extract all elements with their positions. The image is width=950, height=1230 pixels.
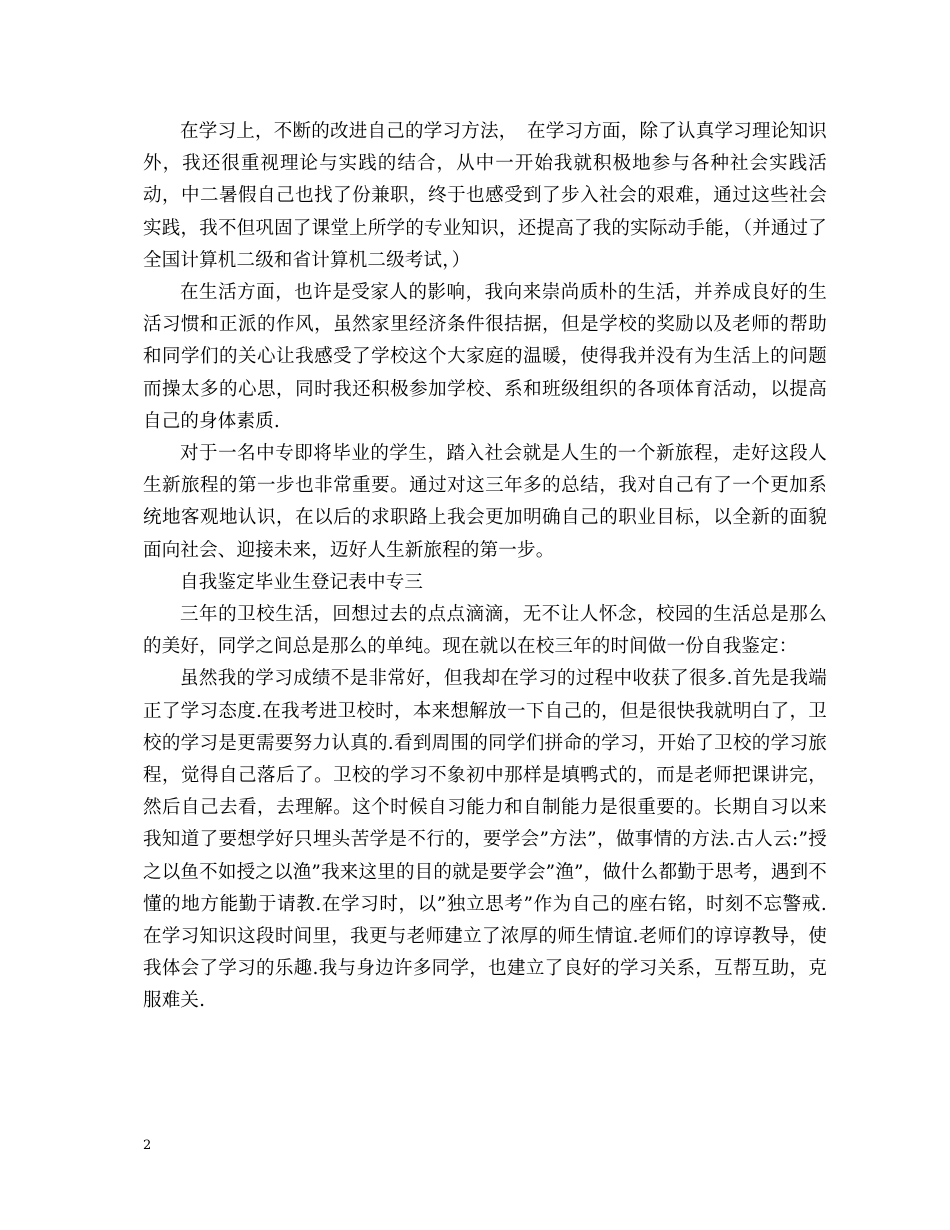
- paragraph-life: 在生活方面，也许是受家人的影响，我向来崇尚质朴的生活，并养成良好的生活习惯和正派的作风，虽然家里经济条件很拮据，但是学校的奖励以及老师的帮助和同学们的关心让我感受了学校这个大家庭的温暖，使得我并没有为生活上的问题而操太多的心思，同时我还积极参加学校、系和班级组织的各项体育活动，以提高自己的身体素质.: [143, 282, 827, 432]
- paragraph-study-reflection: 虽然我的学习成绩不是非常好，但我却在学习的过程中收获了很多.首先是我端正了学习态度.在我考进卫校时，本来想解放一下自己的，但是很快我就明白了，卫校的学习是更需要努力认真的.看到周围的同学们拼命的学习，开始了卫校的学习旅程，觉得自己落后了。卫校的学习不象初中那样是填鸭式的，而是老师把课讲完，然后自己去看，去理解。这个时候自习能力和自制能力是很重要的。长期自习以来我知道了要想学好只埋头苦学是不行的，要学会”方法”，做事情的方法.古人云:”授之以鱼不如授之以渔”我来这里的目的就是要学会”渔”，做什么都勤于思考，遇到不懂的地方能勤于请教.在学习时，以”独立思考”作为自己的座右铭，时刻不忘警戒.在学习知识这段时间里，我更与老师建立了浓厚的师生情谊.老师们的谆谆教导，使我体会了学习的乐趣.我与身边许多同学，也建立了良好的学习关系，互帮互助，克服难关.: [143, 668, 827, 1012]
- paragraph-study-practice: 在学习上，不断的改进自己的学习方法， 在学习方面，除了认真学习理论知识外，我还很重视理论与实践的结合，从中一开始我就积极地参与各种社会实践活动，中二暑假自己也找了份兼职，终于也感受到了步入社会的艰难，通过这些社会实践，我不但巩固了课堂上所学的专业知识，还提高了我的实际动手能，（并通过了全国计算机二级和省计算机二级考试，）: [143, 121, 827, 271]
- document-body: [143, 116, 827, 1018]
- paragraph-graduation-outlook: 对于一名中专即将毕业的学生，踏入社会就是人生的一个新旅程，走好这段人生新旅程的第一步也非常重要。通过对这三年多的总结，我对自己有了一个更加系统地客观地认识，在以后的求职路上我会更加明确自己的职业目标，以全新的面貌面向社会、迎接未来，迈好人生新旅程的第一步。: [143, 443, 827, 561]
- section-heading: 自我鉴定毕业生登记表中专三: [180, 571, 424, 593]
- paragraph-school-life: 三年的卫校生活，回想过去的点点滴滴，无不让人怀念，校园的生活总是那么的美好，同学之间总是那么的单纯。现在就以在校三年的时间做一份自我鉴定：: [143, 604, 827, 658]
- page-number: 2: [143, 1138, 152, 1153]
